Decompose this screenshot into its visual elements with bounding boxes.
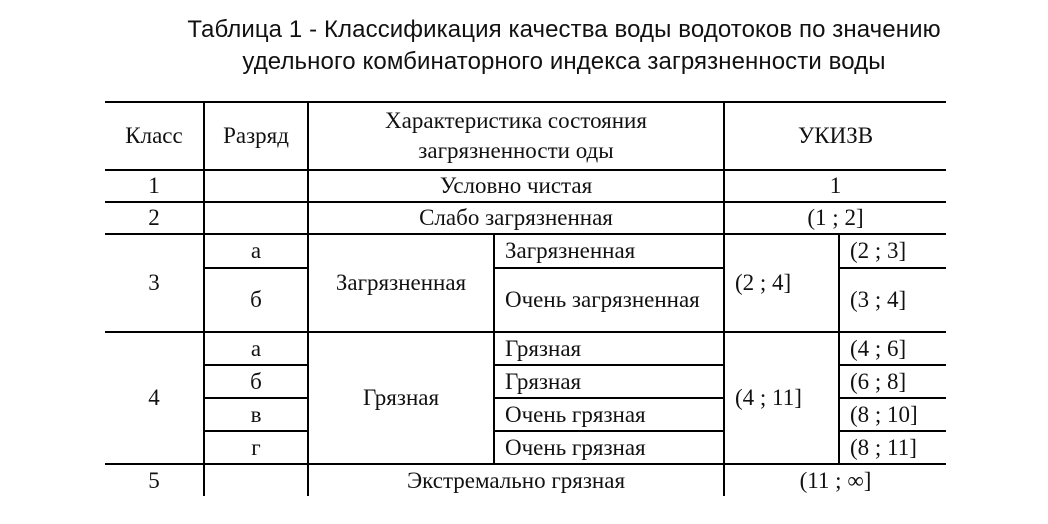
range-cell: (4 ; 11] [724, 332, 839, 464]
caption-line-2: удельного комбинаторного индекса загрязненности воды [242, 48, 886, 75]
characteristic-cell: Условно чистая [308, 170, 724, 202]
rank-cell: а [204, 332, 308, 365]
group-cell: Грязная [308, 332, 494, 464]
rank-cell [204, 170, 308, 202]
header-rank: Разряд [204, 102, 308, 170]
characteristic-cell: Очень грязная [494, 398, 724, 431]
header-class: Класс [105, 102, 204, 170]
subrange-cell: (3 ; 4] [839, 268, 946, 332]
characteristic-cell: Грязная [494, 332, 724, 365]
header-row [105, 102, 946, 170]
class-cell: 2 [105, 202, 204, 234]
rank-cell: а [204, 234, 308, 268]
class-cell: 3 [105, 234, 204, 332]
ukizv-cell: 1 [724, 170, 946, 202]
ukizv-cell: (1 ; 2] [724, 202, 946, 234]
class-cell: 4 [105, 332, 204, 464]
characteristic-cell: Очень загрязненная [494, 268, 724, 332]
rank-cell: г [204, 431, 308, 464]
subrange-cell: (4 ; 6] [839, 332, 946, 365]
class-cell: 1 [105, 170, 204, 202]
table-row [105, 170, 946, 202]
characteristic-cell: Загрязненная [494, 234, 724, 268]
range-cell: (2 ; 4] [724, 234, 839, 332]
subrange-cell: (8 ; 10] [839, 398, 946, 431]
subrange-cell: (2 ; 3] [839, 234, 946, 268]
rank-cell: б [204, 268, 308, 332]
header-characteristic: Характеристика состояния загрязненности оды [308, 102, 724, 170]
rank-cell [204, 202, 308, 234]
header-ukizv: УКИЗВ [724, 102, 946, 170]
characteristic-cell: Очень грязная [494, 431, 724, 464]
characteristic-cell: Грязная [494, 365, 724, 398]
class-cell: 5 [105, 464, 204, 496]
characteristic-cell: Слабо загрязненная [308, 202, 724, 234]
rank-cell [204, 464, 308, 496]
subrange-cell: (8 ; 11] [839, 431, 946, 464]
water-quality-table [105, 101, 946, 496]
caption-line-1: Таблица 1 - Классификация качества воды водотоков по значению [187, 16, 941, 43]
characteristic-cell: Экстремально грязная [308, 464, 724, 496]
ukizv-cell: (11 ; ∞] [724, 464, 946, 496]
rank-cell: б [204, 365, 308, 398]
table-row [105, 202, 946, 234]
group-cell: Загрязненная [308, 234, 494, 332]
subrange-cell: (6 ; 8] [839, 365, 946, 398]
table-row [105, 464, 946, 496]
table-row [105, 332, 946, 365]
table-caption [0, 14, 1048, 78]
table-row [105, 234, 946, 268]
rank-cell: в [204, 398, 308, 431]
